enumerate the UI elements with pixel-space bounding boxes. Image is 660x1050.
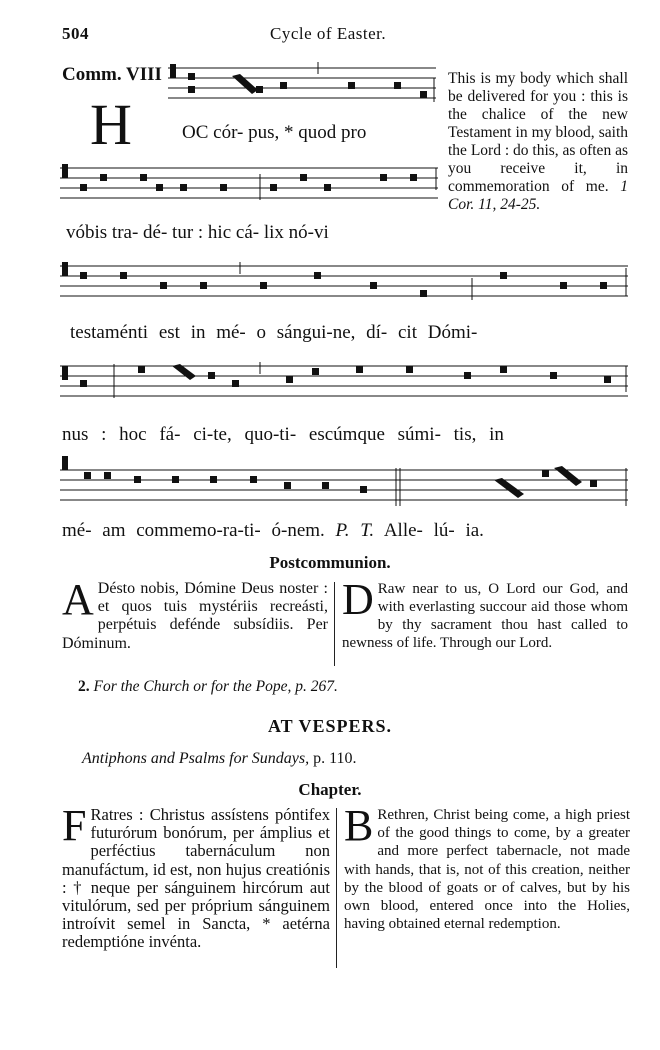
communion-translation-text: This is my body which shall be delivered for you : this is the chalice of the new Testament in my blood, saith the Lord : do this, as often as you receive it, in commemoration of me. [448, 70, 628, 195]
chant-line-1: OC cór- pus, * quod pro [182, 122, 367, 143]
chapter-latin-initial: F [62, 801, 87, 850]
communion-label: Comm. VIII [62, 64, 162, 85]
chapter-english-text: Rethren, Christ being come, a high priest of the good things to come, by a greater and more perfect tabernacle, not made with hands, that is, not of this creation, neither by the blood of goats or of calves, but by his own blood, entered once into the Holies, having obtained eternal redemption. [344, 807, 630, 933]
rubric-note [78, 678, 338, 696]
running-title: Cycle of Easter. [270, 24, 387, 43]
chapter-latin [62, 801, 330, 952]
vespers-subtitle [82, 750, 357, 768]
chapter-heading: Chapter. [298, 780, 362, 799]
communion-translation [448, 70, 628, 214]
vespers-heading: AT VESPERS. [267, 716, 393, 736]
postcommunion-latin [62, 575, 328, 653]
paschal-time-marker: P. T. [335, 520, 375, 541]
chant-staff-1 [168, 58, 438, 108]
rubric-note-number: 2. [78, 678, 90, 695]
chant-line-5-text-b: Alle- lú- ia. [383, 520, 484, 541]
chant-staff-3 [60, 258, 630, 308]
column-divider-1 [334, 582, 335, 666]
chant-staff-5 [60, 452, 630, 512]
postcommunion-english [342, 575, 628, 652]
postcommunion-latin-text: Désto nobis, Dómine Deus noster : et quos tuis mystériis recreásti, perpétuis defénde subsídiis. Per Dóminum. [62, 580, 328, 652]
chant-line-5-text-a: mé- am commemo-ra-ti- ó-nem. [62, 520, 325, 541]
vespers-subtitle-text: Antiphons and Psalms for Sundays, [82, 750, 310, 767]
chant-line-3: testaménti est in mé- o sángui-ne, dí- cit Dómi- [70, 322, 478, 343]
page-number: 504 [62, 24, 89, 43]
column-divider-2 [336, 808, 337, 968]
chant-staff-4 [60, 358, 630, 408]
postcommunion-english-text: Raw near to us, O Lord our God, and with everlasting succour aid those whom by thy sacrament thou hast called to newness of life. Through our Lord. [342, 581, 628, 651]
postcommunion-latin-initial: A [62, 575, 94, 624]
communion-translation-ref: 1 Cor. 11, 24-25. [448, 178, 629, 213]
rubric-note-text: For the Church or for the Pope, [93, 678, 292, 695]
chapter-english [344, 801, 630, 933]
chant-line-4: nus : hoc fá- ci-te, quo-ti- escúmque súmi- tis, in [62, 424, 504, 445]
vespers-subtitle-ref: p. 110. [313, 750, 357, 767]
communion-initial: H [90, 92, 132, 157]
chant-line-5 [62, 520, 484, 542]
postcommunion-english-initial: D [342, 575, 374, 624]
chapter-english-initial: B [344, 801, 374, 850]
rubric-note-page-ref: p. 267. [295, 678, 338, 695]
chant-staff-2 [60, 160, 440, 210]
postcommunion-heading: Postcommunion. [269, 553, 391, 572]
chant-line-2: vóbis tra- dé- tur : hic cá- lix nó-vi [66, 222, 329, 243]
chapter-latin-text: Ratres : Christus assístens póntifex futurórum bonórum, per ámplius et perféctius tabernáculum non manufáctum, id est, non hujus creatiónis : † neque per sánguinem hircórum aut vitulórum, sed per próprium sánguinem introívit semel in Sancta, * aetérna redemptióne invénta. [62, 805, 330, 952]
